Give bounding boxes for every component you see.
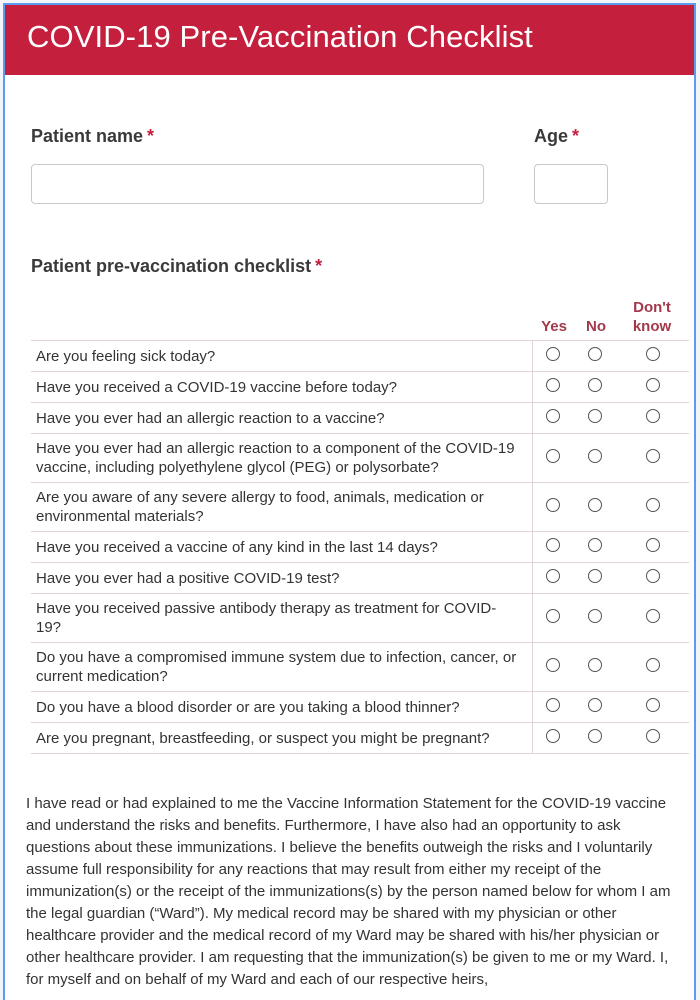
radio-no[interactable] [588,569,602,583]
radio-dont-know[interactable] [646,698,660,712]
checklist-row [31,434,689,483]
checklist-row [31,341,689,372]
radio-yes[interactable] [546,538,560,552]
radio-dont-know[interactable] [646,347,660,361]
radio-yes[interactable] [546,449,560,463]
question-text: Have you received passive antibody therapy as treatment for COVID-19? [31,594,532,643]
checklist-row [31,483,689,532]
age-label [534,126,579,147]
question-text: Have you ever had an allergic reaction to a vaccine? [31,403,532,434]
radio-yes[interactable] [546,498,560,512]
required-mark: * [572,126,580,146]
radio-no[interactable] [588,378,602,392]
question-text: Have you ever had an allergic reaction to a component of the COVID-19 vaccine, including polyethylene glycol (PEG) or polysorbate? [31,434,532,483]
radio-no[interactable] [588,658,602,672]
patient-name-label [31,126,154,147]
radio-no[interactable] [588,347,602,361]
question-text: Have you ever had a positive COVID-19 test? [31,563,532,594]
column-header-dont-know [622,298,682,336]
radio-dont-know[interactable] [646,498,660,512]
radio-no[interactable] [588,609,602,623]
radio-dont-know[interactable] [646,449,660,463]
radio-yes[interactable] [546,409,560,423]
radio-yes[interactable] [546,658,560,672]
radio-no[interactable] [588,498,602,512]
question-text: Do you have a blood disorder or are you taking a blood thinner? [31,692,532,723]
checklist-label-text: Patient pre-vaccination checklist [31,256,312,276]
radio-yes[interactable] [546,609,560,623]
question-text: Are you pregnant, breastfeeding, or suspect you might be pregnant? [31,723,532,754]
question-text: Have you received a vaccine of any kind in the last 14 days? [31,532,532,563]
radio-yes[interactable] [546,347,560,361]
required-mark: * [315,256,323,276]
question-text: Do you have a compromised immune system due to infection, cancer, or current medication? [31,643,532,692]
checklist-row [31,532,689,563]
checklist-row [31,563,689,594]
column-header-dont-know-line1: Don't [633,299,671,316]
radio-no[interactable] [588,449,602,463]
age-label-text: Age [534,126,569,146]
radio-yes[interactable] [546,378,560,392]
form-header [5,5,694,75]
radio-no[interactable] [588,538,602,552]
checklist-row [31,643,689,692]
radio-dont-know[interactable] [646,569,660,583]
checklist-row [31,723,689,754]
radio-no[interactable] [588,729,602,743]
checklist-label [31,256,322,277]
form-frame [3,3,696,1000]
question-text: Have you received a COVID-19 vaccine before today? [31,372,532,403]
consent-statement: I have read or had explained to me the Vaccine Information Statement for the COVID-19 vaccine and understand the risks and benefits. Furthermore, I have also had an opportunity to ask questions about these immunizations. I believe the benefits outweigh the risks and I voluntarily assume full responsibility for any reactions that may result from either my receipt of the immunization(s) or the receipt of the immunizations(s) by the person named below for whom I am the legal guardian (“Ward”). My medical record may be shared with my physician or other healthcare provider and the medical record of my Ward may be shared with his/her physician or other healthcare provider. I am requesting that the immunization(s) be given to me or my Ward. I, for myself and on behalf of my Ward and each of our respective heirs, [26,795,671,988]
question-text: Are you aware of any severe allergy to food, animals, medication or environmental materials? [31,483,532,532]
radio-dont-know[interactable] [646,729,660,743]
column-header-no: No [586,318,606,335]
radio-dont-know[interactable] [646,409,660,423]
checklist-row [31,372,689,403]
radio-no[interactable] [588,698,602,712]
column-header-dont-know-line2: know [632,318,672,335]
radio-dont-know[interactable] [646,538,660,552]
page-title: COVID-19 Pre-Vaccination Checklist [27,19,533,54]
checklist-row [31,403,689,434]
question-text: Are you feeling sick today? [31,341,532,372]
radio-dont-know[interactable] [646,609,660,623]
column-header-yes: Yes [541,318,567,335]
radio-yes[interactable] [546,698,560,712]
age-input[interactable] [534,164,608,204]
radio-dont-know[interactable] [646,658,660,672]
patient-name-label-text: Patient name [31,126,144,146]
radio-yes[interactable] [546,569,560,583]
checklist-table [31,340,689,754]
patient-name-input[interactable] [31,164,484,204]
radio-no[interactable] [588,409,602,423]
checklist-row [31,692,689,723]
radio-dont-know[interactable] [646,378,660,392]
required-mark: * [147,126,155,146]
radio-yes[interactable] [546,729,560,743]
checklist-row [31,594,689,643]
